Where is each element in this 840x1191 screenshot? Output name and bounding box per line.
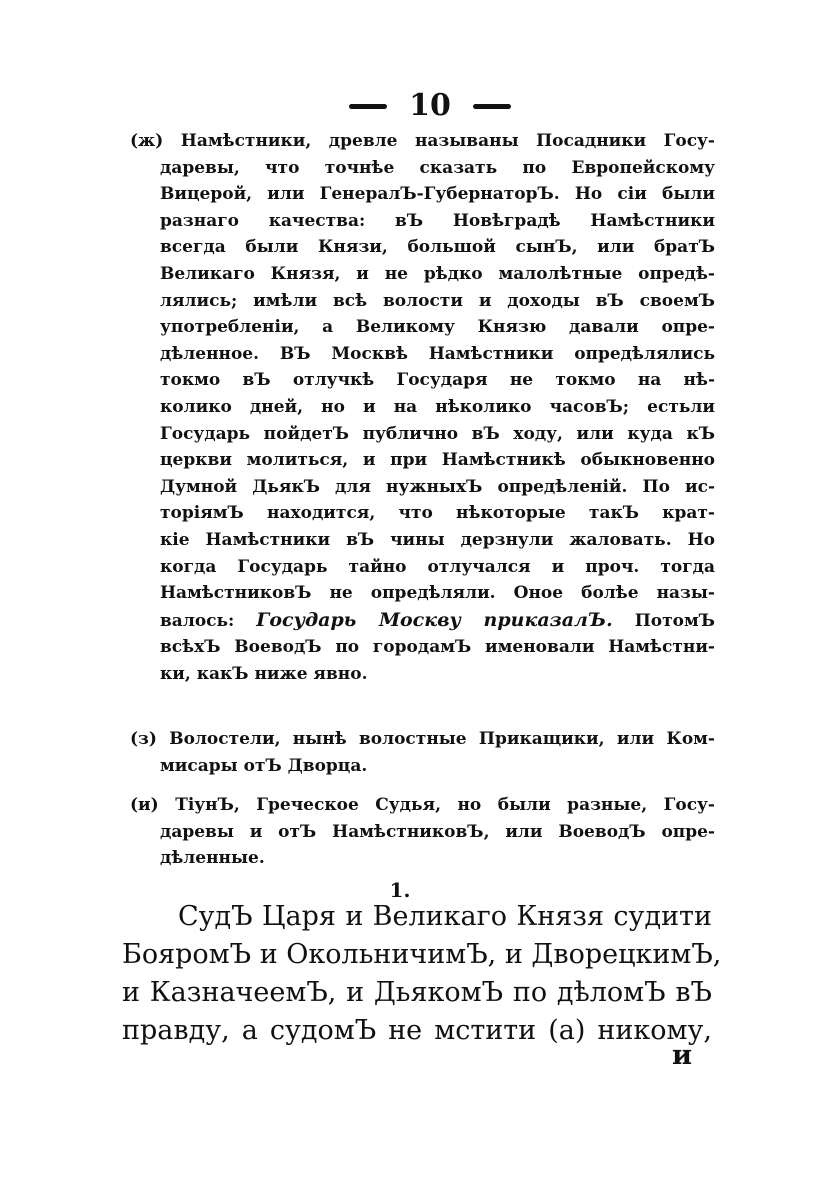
footnote-line: кiе Намѣстники вЪ чины дерзнули жаловать. Но: [160, 529, 715, 550]
footnote-line: церкви молиться, и при Намѣстникѣ обыкновенно: [160, 450, 715, 471]
main-text-line: правду, а судомЪ не мстити (а) никому,: [122, 1015, 712, 1046]
main-text: [122, 898, 722, 1050]
footnote-line: мисары отЪ Дворца.: [160, 755, 368, 776]
catchword: и: [672, 1040, 693, 1071]
footnote-text: ПотомЪ: [612, 610, 715, 631]
footnote-text: ТiунЪ, Греческое Судья, но были разные, Госу-: [175, 795, 715, 815]
page-number: 10: [409, 88, 451, 123]
main-text-line: БояромЪ и ОкольничимЪ, и ДворецкимЪ,: [122, 939, 722, 970]
footnote-line: [130, 128, 715, 155]
footnote-line: лялись; имѣли всѣ волости и доходы вЪ своемЪ: [160, 290, 715, 311]
footnote-line: дѣленное. ВЪ Москвѣ Намѣстники опредѣлялись: [160, 343, 715, 364]
footnote-line: торiямЪ находится, что нѣкоторые такЪ крат-: [160, 503, 715, 524]
header-dash-left: [349, 104, 387, 109]
footnote-line: токмо вЪ отлучкѣ Государя не токмо на нѣ-: [160, 370, 715, 391]
footnote-line: Думной ДьякЪ для нужныхЪ опредѣленiй. По ис-: [160, 476, 715, 497]
footnote-line: колико дней, но и на нѣколико часовЪ; естьли: [160, 396, 715, 417]
italic-phrase: Государь Москву приказалЪ.: [256, 608, 613, 631]
section-number: 1.: [389, 878, 411, 902]
footnote-line: Государь пойдетЪ публично вЪ ходу, или куда кЪ: [160, 423, 715, 444]
footnote-zh: [130, 128, 715, 687]
footnote-line: НамѣстниковЪ не опредѣляли. Оное болѣе назы-: [160, 583, 715, 604]
page-header: [340, 88, 520, 124]
footnote-line: Вицерой, или ГенералЪ-ГубернаторЪ. Но сiи были: [160, 184, 715, 205]
footnote-line: разнаго качества: вЪ Новѣградѣ Намѣстники: [160, 210, 715, 231]
footnote-line: [130, 792, 715, 819]
footnote-line: всегда были Князи, большой сынЪ, или братЪ: [160, 237, 715, 258]
footnote-i: [130, 792, 715, 872]
footnote-marker: (з): [130, 729, 157, 749]
footnote-line: дѣленные.: [160, 848, 265, 869]
footnote-line: даревы, что точнѣе сказать по Европейскому: [160, 157, 715, 178]
footnote-z: [130, 726, 715, 779]
footnote-line: ки, какЪ ниже явно.: [160, 663, 368, 684]
main-text-line: и КазначеемЪ, и ДьякомЪ по дѣломЪ вЪ: [122, 977, 712, 1008]
footnote-marker: (и): [130, 795, 159, 815]
footnote-text: Волостели, нынѣ волостные Прикащики, или Ком-: [169, 729, 715, 749]
footnote-marker: (ж): [130, 131, 164, 151]
header-dash-right: [473, 104, 511, 109]
footnote-line: [130, 607, 715, 635]
footnote-line: всѣхЪ ВоеводЪ по городамЪ именовали Намѣстни-: [160, 637, 715, 658]
footnote-line: Великаго Князя, и не рѣдко малолѣтные опредѣ-: [160, 263, 715, 284]
footnote-line: когда Государь тайно отлучался и проч. тогда: [160, 556, 715, 577]
main-text-line: СудЪ Царя и Великаго Князя судити: [178, 901, 712, 932]
footnote-text: валось:: [160, 610, 257, 631]
footnote-line: [130, 726, 715, 753]
footnote-line: употребленiи, а Великому Князю давали опре-: [160, 317, 715, 338]
footnote-text: Намѣстники, древле называны Посадники Госу-: [180, 131, 715, 151]
footnote-line: даревы и отЪ НамѣстниковЪ, или ВоеводЪ опре-: [160, 821, 715, 842]
